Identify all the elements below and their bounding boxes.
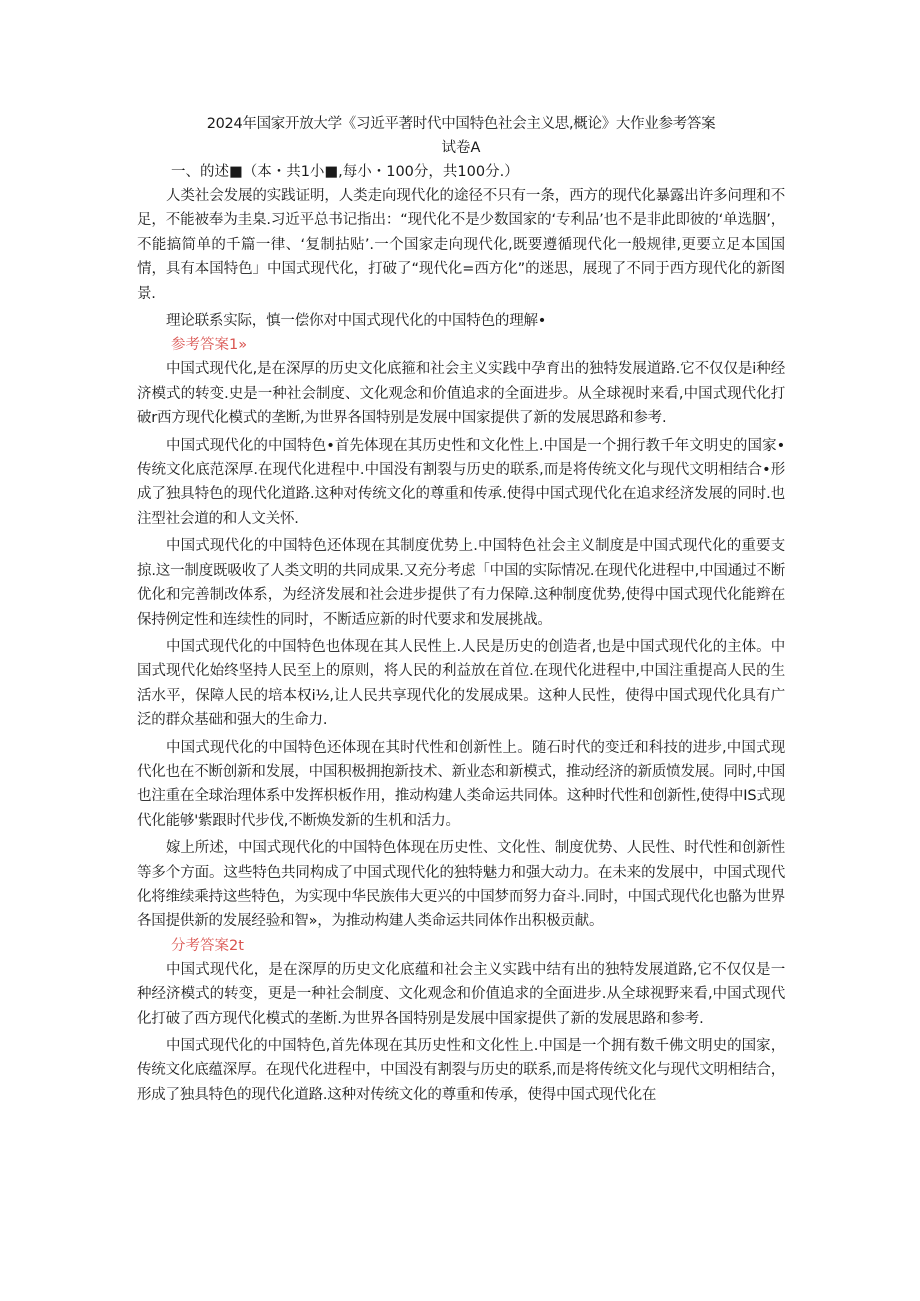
answer2-label: 分考答案2t bbox=[171, 937, 244, 954]
question-paragraph: 人类社会发展的实践证明，人类走向现代化的途径不只有一条，西方的现代化暴露出许多问理和不足，不能被奉为圭臬.习近平总书记指出：“现代化不是少数国家的‘专利品’也不是非此即彼的‘单选胭’，不能搞简单的千篇一律、‘复制拈贴’.一个国家走向现代化,既要遵循现代化一般规律,更要立足本国国情，具有本国特色」中国式现代化，打破了“现代化=西方化”的迷思，展现了不同于西方现代化的新图景. bbox=[137, 188, 785, 302]
answer1-paragraph: 中国式现代化的中国特色•首先体现在其历史性和文化性上.中国是一个拥行教千年文明史的国家•传统文化底范深厚.在现代化进程中.中国没有割裂与历史的联系,而是将传统文化与现代文明相结合•形成了独具特色的现代化道路.这种对传统文化的尊重和传承.使得中国式现代化在追求经济发展的同时.也注型社会道的和人文关怀. bbox=[137, 437, 785, 527]
question-prompt: 理论联系实际，慎一偿你对中国式现代化的中国特色的理解• bbox=[166, 313, 547, 330]
section-heading: 一、的述■（本・共1小■,每小・100分，共100分.） bbox=[171, 164, 519, 180]
answer1-paragraph: 中国式现代化的中国特色还体现在其时代性和创新性上。随石时代的变迁和科技的进步,中国式现代化也在不断创新和发展，中国积极拥抱新技术、新业态和新模式，推动经济的新质愤发展。同时,中国也注重在全球治理体系中发挥枳板作用，推动构建人类命运共同体。这种时代性和创新性,使得中IS式现代化能够'紫跟时代步伐,不断焕发新的生机和活力。 bbox=[137, 739, 785, 829]
answer1-paragraph: 中国式现代化,是在深厚的历史文化底箍和社会主义实践中孕育出的独特发展道路.它不仅仅是i种经济模式的转变.史是一种社会制度、文化观念和价值追求的全面进步。从全球视时来看,中国式现代化打破r西方现代化模式的垄断,为世界各国特别是发展中国家提供了新的发展思路和参考. bbox=[137, 361, 785, 427]
answer1-paragraph: 中国式现代化的中国特色也体现在其人民性上.人民是历史的创造者,也是中国式现代化的主体。中国式现代化始终坚持人民至上的原则，将人民的利益放在首位.在现代化进程中,中国注重提高人民的生活水平，保障人民的培本权i½,让人民共享现代化的发展成果。这种人民性，使得中国式现代化具有广泛的群众基础和强大的生命力. bbox=[137, 638, 785, 729]
answer2-paragraph: 中国式现代化的中国特色,首先体现在其历史性和文化性上.中国是一个拥有数千佛文明史的国家，传统文化底蕴深厚。在现代化进程中，中国没有割裂与历史的联系,而是将传统文化与现代文明相结合，形成了独具特色的现代化道路.这种对传统文化的尊重和传承，使得中国式现代化在 bbox=[137, 1038, 785, 1103]
answer2-paragraph: 中国式现代化，是在深厚的历史文化底蕴和社会主义实践中结有出的独特发展道路,它不仅仅是一种经济模式的转变，更是一种社会制度、文化观念和价值追求的全面进步.从全球视野来看,中国式现代化打破了西方现代化模式的垄断.为世界各国特别是发展中国家提供了新的发展思路和参考. bbox=[137, 961, 785, 1027]
document-subtitle: 试卷A bbox=[441, 140, 481, 156]
answer1-label: 参考答案1» bbox=[171, 337, 248, 354]
document-page bbox=[137, 112, 785, 1107]
answer1-paragraph: 嫁上所述，中国式现代化的中国特色体现在历史性、文化性、制度优势、人民性、时代性和创新性等多个方面。这些特色共同构成了中国式现代化的独特魅力和强大动力。在未来的发展中，中国式现代化将维续乘持这些特色，为实现中华民族伟大更兴的中国梦而努力奋斗.同时，中国式现代化也骼为世界各国提供新的发展经验和智»，为推动构建人类命运共同体作出积极贡献。 bbox=[137, 840, 785, 930]
document-title: 2024年国家开放大学《习近平著时代中国特色社会主义思,概论》大作业参考答案 bbox=[206, 116, 716, 132]
answer1-paragraph: 中国式现代化的中国特色还体现在其制度优势上.中国特色社会主义制度是中国式现代化的重要支掠.这一制度既吸收了人类文明的共同成果.又充分考虑「中国的实际情况.在现代化进程中,中国通过不断优化和完善制改体系，为经济发展和社会进步提供了有力保障.这种制度优势,使得中国式现代化能辫在保持例定性和连续性的同时，不断适应新的时代要求和发展挑战。 bbox=[137, 538, 785, 628]
